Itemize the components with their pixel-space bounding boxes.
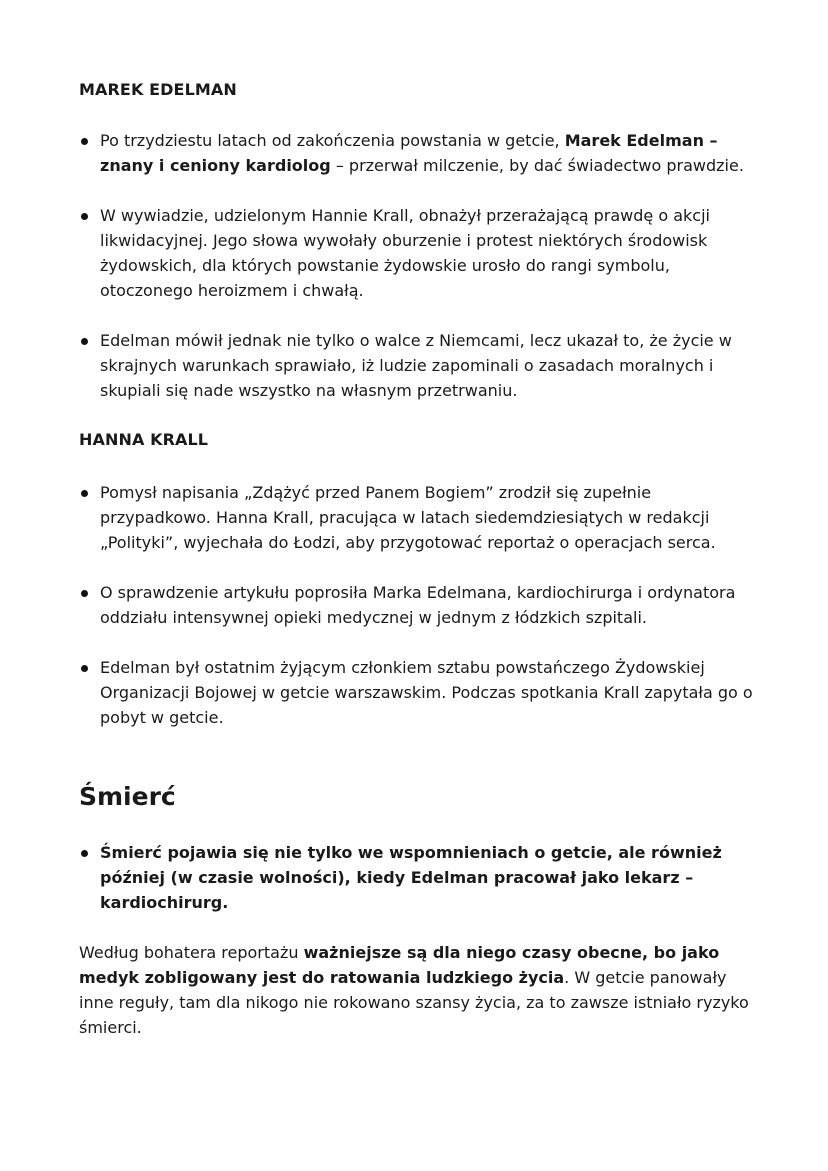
paragraph-text: . W getcie panowały inne reguły, tam dla nikogo nie rokowano szansy życia, za to zawsze istniało ryzyko śmierci. bbox=[79, 968, 749, 1037]
list-item bbox=[79, 480, 759, 555]
list-item bbox=[79, 128, 759, 178]
list-item-bold-text: Śmierć pojawia się nie tylko we wspomnieniach o getcie, ale również później (w czasie wolności), kiedy Edelman pracował jako lekarz – kardiochirurg. bbox=[100, 843, 722, 912]
list-item-text: W wywiadzie, udzielonym Hannie Krall, obnażył przerażającą prawdę o akcji likwidacyjnej. Jego słowa wywołały oburzenie i protest niektórych środowisk żydowskich, dla których powstanie żydowskie urosło do rangi symbolu, otoczonego heroizmem i chwałą. bbox=[100, 206, 710, 300]
bullet-icon bbox=[81, 590, 88, 597]
bullet-icon bbox=[81, 850, 88, 857]
section-heading-smierc: Śmierć bbox=[79, 782, 176, 811]
list-item bbox=[79, 203, 759, 303]
hanna-krall-bullet-list bbox=[79, 480, 759, 730]
section-heading-marek-edelman: MAREK EDELMAN bbox=[79, 80, 237, 99]
paragraph-bold-text: ważniejsze są dla niego czasy obecne, bo jako medyk zobligowany jest do ratowania ludzkiego życia bbox=[79, 943, 720, 987]
list-item-bold-text: Marek Edelman – znany i ceniony kardiolog bbox=[100, 131, 718, 175]
bullet-icon bbox=[81, 138, 88, 145]
list-item-text: Edelman był ostatnim żyjącym członkiem sztabu powstańczego Żydowskiej Organizacji Bojowej w getcie warszawskim. Podczas spotkania Krall zapytała go o pobyt w getcie. bbox=[100, 658, 753, 727]
bullet-icon bbox=[81, 213, 88, 220]
bullet-icon bbox=[81, 490, 88, 497]
section-heading-hanna-krall: HANNA KRALL bbox=[79, 430, 209, 449]
list-item bbox=[79, 580, 759, 630]
list-item-text: O sprawdzenie artykułu poprosiła Marka Edelmana, kardiochirurga i ordynatora oddziału intensywnej opieki medycznej w jednym z łódzkich szpitali. bbox=[100, 583, 736, 627]
list-item bbox=[79, 840, 759, 915]
body-paragraph bbox=[79, 940, 759, 1040]
smierc-bullet-list bbox=[79, 840, 759, 915]
list-item-text: Edelman mówił jednak nie tylko o walce z Niemcami, lecz ukazał to, że życie w skrajnych warunkach sprawiało, iż ludzie zapominali o zasadach moralnych i skupiali się nade wszystko na własnym przetrwaniu. bbox=[100, 331, 732, 400]
bullet-icon bbox=[81, 665, 88, 672]
bullet-icon bbox=[81, 338, 88, 345]
marek-edelman-bullet-list bbox=[79, 128, 759, 403]
list-item bbox=[79, 328, 759, 403]
list-item-text: Pomysł napisania „Zdążyć przed Panem Bogiem” zrodził się zupełnie przypadkowo. Hanna Krall, pracująca w latach siedemdziesiątych w redakcji „Polityki”, wyjechała do Łodzi, aby przygotować reportaż o operacjach serca. bbox=[100, 483, 716, 552]
paragraph-text: Według bohatera reportażu bbox=[79, 943, 304, 962]
list-item bbox=[79, 655, 759, 730]
list-item-text: – przerwał milczenie, by dać świadectwo prawdzie. bbox=[330, 156, 744, 175]
list-item-text: Po trzydziestu latach od zakończenia powstania w getcie, bbox=[100, 131, 565, 150]
